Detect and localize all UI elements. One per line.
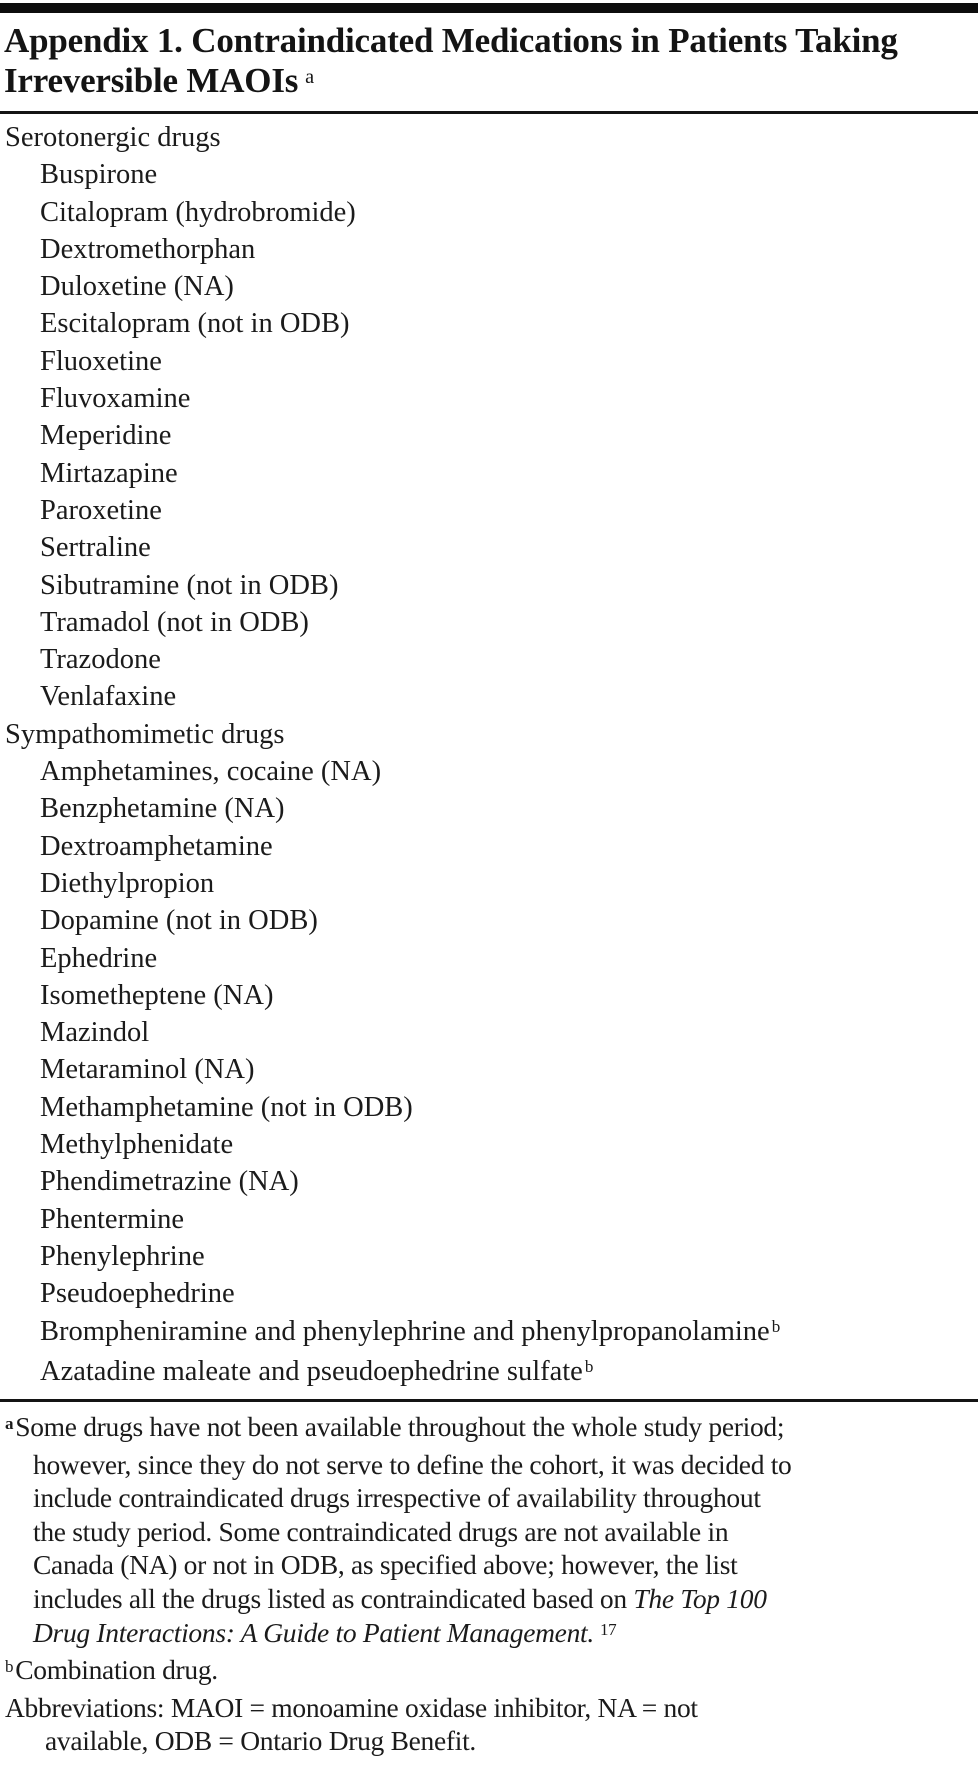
drug-item-label: Meperidine	[40, 420, 172, 452]
drug-item-label: Methamphetamine (not in ODB)	[40, 1091, 413, 1123]
drug-item-label: Paroxetine	[40, 494, 162, 526]
drug-item	[0, 380, 978, 417]
drug-item-label: Dextromethorphan	[40, 233, 256, 265]
drug-item	[0, 1089, 978, 1126]
drug-item-label: Trazodone	[40, 644, 161, 676]
footnote-line	[5, 1481, 974, 1515]
drug-item-label: Buspirone	[40, 159, 158, 191]
drug-item	[0, 790, 978, 827]
footnote-line	[5, 1410, 974, 1448]
drug-item-label: Diethylpropion	[40, 867, 215, 899]
drug-item	[0, 1163, 978, 1200]
drug-item-label: Dopamine (not in ODB)	[40, 905, 318, 937]
footnote-line	[5, 1448, 974, 1482]
footnote-text: the study period. Some contraindicated drugs are not available in	[33, 1515, 729, 1547]
footnote-text: Drug Interactions: A Guide to Patient Management.	[33, 1616, 594, 1648]
drug-item	[0, 604, 978, 641]
drug-item	[0, 231, 978, 268]
footnote-text: Canada (NA) or not in ODB, as specified above; however, the list	[33, 1549, 738, 1581]
drug-list	[0, 114, 978, 1399]
drug-item	[0, 1201, 978, 1238]
drug-item-label: Methylphenidate	[40, 1129, 234, 1161]
drug-item	[0, 1051, 978, 1088]
drug-item-label: Duloxetine (NA)	[40, 271, 234, 303]
footnote-marker: b	[5, 1657, 14, 1677]
drug-item	[0, 567, 978, 604]
drug-item-label: Mazindol	[40, 1017, 150, 1049]
drug-item	[0, 940, 978, 977]
footnote-text: includes all the drugs listed as contraindicated based on	[33, 1583, 634, 1615]
drug-item-label: Fluvoxamine	[40, 383, 191, 415]
drug-item	[0, 1238, 978, 1275]
footnote-text: The Top 100	[633, 1583, 767, 1615]
drug-item-label: Sibutramine (not in ODB)	[40, 569, 339, 601]
drug-item	[0, 194, 978, 231]
footnote-text: include contraindicated drugs irrespective of availability throughout	[33, 1482, 761, 1514]
drug-item-label: Sertraline	[40, 532, 151, 564]
drug-item-label: Azatadine maleate and pseudoephedrine sulfate	[40, 1355, 583, 1387]
drug-item	[0, 1313, 978, 1353]
drug-item-label: Tramadol (not in ODB)	[40, 606, 309, 638]
drug-item-label: Phendimetrazine (NA)	[40, 1166, 299, 1198]
top-rule	[0, 3, 978, 13]
drug-item	[0, 678, 978, 715]
drug-item	[0, 343, 978, 380]
reference-superscript: 17	[599, 1619, 617, 1639]
drug-item-label: Venlafaxine	[40, 681, 177, 713]
drug-item	[0, 305, 978, 342]
drug-item-label: Pseudoephedrine	[40, 1278, 235, 1310]
footnote-text: Abbreviations: MAOI = monoamine oxidase inhibitor, NA = not	[5, 1691, 698, 1723]
footnote-line	[5, 1548, 974, 1582]
footnote-line	[5, 1724, 974, 1758]
drug-item	[0, 1126, 978, 1163]
drug-item	[0, 828, 978, 865]
footnote-text: available, ODB = Ontario Drug Benefit.	[45, 1725, 477, 1757]
page-title-line-1: Appendix 1. Contraindicated Medications in Patients Taking	[4, 21, 898, 60]
drug-item	[0, 902, 978, 939]
drug-item	[0, 641, 978, 678]
drug-item	[0, 417, 978, 454]
section-header: Serotonergic drugs	[5, 122, 221, 153]
drug-item	[0, 455, 978, 492]
drug-item-label: Fluoxetine	[40, 345, 162, 377]
footnote-line	[5, 1582, 974, 1616]
drug-item	[0, 492, 978, 529]
drug-item-label: Dextroamphetamine	[40, 830, 273, 862]
drug-item-label: Amphetamines, cocaine (NA)	[40, 756, 382, 788]
drug-item-label: Escitalopram (not in ODB)	[40, 308, 350, 340]
drug-item-label: Benzphetamine (NA)	[40, 793, 285, 825]
footnote-marker: b	[584, 1357, 594, 1377]
footnote-line	[5, 1515, 974, 1549]
footnote-text: however, since they do not serve to define the cohort, it was decided to	[33, 1448, 792, 1480]
drug-item	[0, 1014, 978, 1051]
drug-item	[0, 156, 978, 193]
drug-item	[0, 268, 978, 305]
drug-item-label: Isometheptene (NA)	[40, 979, 274, 1011]
footnote-line	[5, 1653, 974, 1691]
drug-item-label: Phenylephrine	[40, 1240, 205, 1272]
footnote-marker: a	[5, 1413, 14, 1433]
drug-item-label: Metaraminol (NA)	[40, 1054, 255, 1086]
drug-item-label: Mirtazapine	[40, 457, 178, 489]
footnote-text: Combination drug.	[15, 1654, 218, 1686]
footnotes	[0, 1402, 978, 1758]
drug-item	[0, 977, 978, 1014]
footnote-text: Some drugs have not been available throughout the whole study period;	[15, 1411, 785, 1443]
drug-item-label: Citalopram (hydrobromide)	[40, 196, 356, 228]
drug-item	[0, 1353, 978, 1393]
drug-item-label: Ephedrine	[40, 942, 158, 974]
drug-item	[0, 529, 978, 566]
drug-item-label: Phentermine	[40, 1203, 185, 1235]
drug-item	[0, 865, 978, 902]
drug-item	[0, 753, 978, 790]
section-header: Sympathomimetic drugs	[5, 718, 285, 750]
drug-item	[0, 1275, 978, 1312]
footnote-line	[5, 1691, 974, 1725]
page-title-line-2: Irreversible MAOIs	[4, 61, 299, 100]
drug-item-label: Brompheniramine and phenylephrine and phenylpropanolamine	[40, 1315, 770, 1347]
title-footnote-marker: a	[305, 65, 314, 88]
footnote-line	[5, 1616, 974, 1654]
page-title	[4, 21, 974, 106]
footnote-marker: b	[771, 1316, 781, 1336]
